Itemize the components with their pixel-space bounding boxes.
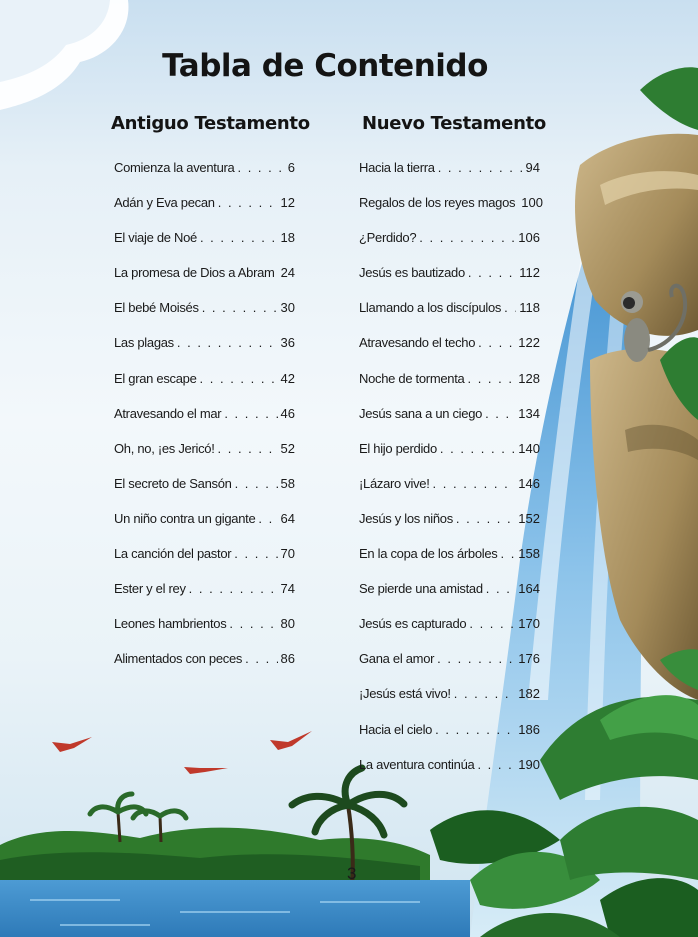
toc-entry [114,546,295,581]
toc-entry-title: Atravesando el mar [114,405,222,421]
toc-entry-title: ¿Perdido? [359,230,417,246]
toc-entry-title: Hacia el cielo [359,721,433,737]
toc-entry-title: Jesús es bautizado [359,265,465,281]
toc-dot-leader [200,371,278,386]
old-testament-heading: Antiguo Testamento [111,113,310,134]
toc-entry-title: Un niño contra un gigante [114,510,256,526]
toc-entry-title: ¡Lázaro vive! [359,475,430,491]
toc-entry [359,722,540,757]
toc-dot-leader [177,335,278,350]
toc-entry [114,651,295,686]
toc-entry-title: Atravesando el techo [359,335,476,351]
toc-entry-page: 24 [280,265,296,281]
toc-entry [359,265,540,300]
toc-entry-page: 112 [519,265,540,281]
toc-entry-title: Se pierde una amistad [359,581,483,597]
toc-dot-leader [504,300,516,315]
jungle-island [0,828,430,885]
toc-dot-leader [433,476,516,491]
toc-dot-leader [438,160,523,175]
toc-entry [114,230,295,265]
toc-entry [359,230,540,265]
water [0,880,470,937]
toc-entry-title: Llamando a los discípulos [359,300,502,316]
toc-entry [114,616,295,651]
toc-entry-title: Alimentados con peces [114,651,243,667]
toc-entry-page: 52 [280,440,295,456]
toc-dot-leader [440,441,515,456]
toc-entry-title: La canción del pastor [114,546,232,562]
toc-entry-title: Noche de tormenta [359,370,465,386]
toc-entry-page: 74 [280,581,295,597]
toc-dot-leader [258,511,277,526]
new-testament-heading: Nuevo Testamento [362,113,546,134]
toc-entry-page: 140 [518,440,540,456]
toc-dot-leader [189,581,278,596]
toc-entry-page: 36 [280,335,295,351]
toc-entry-page: 64 [280,510,295,526]
toc-dot-leader [437,651,515,666]
toc-entry-title: Oh, no, ¡es Jericó! [114,440,215,456]
toc-dot-leader [218,441,278,456]
toc-entry-title: La aventura continúa [359,756,475,772]
toc-entry-title: El secreto de Sansón [114,475,232,491]
toc-entry [359,335,540,370]
toc-entry-page: 86 [280,651,295,667]
toc-entry-title: La promesa de Dios a Abram [114,265,275,281]
toc-entry-page: 128 [518,370,540,386]
toc-entry-page: 106 [518,230,540,246]
toc-entry-page: 152 [518,510,540,526]
toc-entry-title: Hacia la tierra [359,160,435,175]
toc-entry-page: 46 [280,405,295,421]
toc-dot-leader [469,616,515,631]
toc-dot-leader [202,300,278,315]
toc-entry-title: Adán y Eva pecan [114,195,215,211]
toc-entry [114,441,295,476]
toc-entry-title: Gana el amor [359,651,435,667]
toc-entry [359,616,540,651]
toc-dot-leader [435,722,515,737]
toc-entry [359,406,540,441]
toc-entry [114,406,295,441]
toc-entry-page: 18 [280,230,295,246]
toc-entry [114,265,295,300]
toc-entry-page: 80 [280,616,295,632]
toc-entry-title: Jesús sana a un ciego [359,405,483,421]
toc-entry [114,511,295,546]
toc-dot-leader [235,476,278,491]
toc-dot-leader [419,230,515,245]
toc-entry-title: ¡Jesús está vivo! [359,686,451,702]
toc-entry [359,160,540,195]
toc-entry [114,371,295,406]
toc-entry [114,476,295,511]
toc-entry-title: Ester y el rey [114,581,186,597]
toc-entry [114,300,295,335]
toc-dot-leader [467,371,515,386]
toc-entry-title: En la copa de los árboles [359,546,498,562]
toc-entry [359,195,543,230]
toc-entry-title: Regalos de los reyes magos [359,195,516,211]
toc-entry [114,160,295,195]
toc-entry [359,581,540,616]
toc-entry-page: 182 [518,686,540,702]
toc-entry-page: 190 [518,756,540,772]
toc-entry-title: Jesús y los niños [359,510,453,526]
toc-entry-page: 146 [518,475,540,491]
page-number: 3 [347,864,357,883]
birds [52,731,312,774]
toc-entry [359,511,540,546]
toc-entry-page: 134 [518,405,540,421]
toc-dot-leader [485,406,515,421]
toc-entry [114,335,295,370]
toc-entry-page: 42 [280,370,295,386]
toc-entry-title: El bebé Moisés [114,300,199,316]
toc-dot-leader [234,546,277,561]
toc-dot-leader [224,406,277,421]
toc-entry [359,546,540,581]
toc-entry-page: 58 [280,475,295,491]
toc-entry-page: 12 [280,195,295,211]
toc-entry [359,476,540,511]
toc-entry-title: El viaje de Noé [114,230,197,246]
toc-dot-leader [237,160,284,175]
toc-dot-leader [229,616,277,631]
page-title: Tabla de Contenido [162,48,488,84]
toc-entry-page: 122 [518,335,540,351]
toc-entry-title: El gran escape [114,370,197,386]
toc-entry-title: Jesús es capturado [359,616,467,632]
toc-dot-leader [468,265,516,280]
toc-dot-leader [477,757,515,772]
toc-dot-leader [218,195,278,210]
toc-entry-page: 30 [280,300,295,316]
toc-entry-page: 94 [525,160,540,175]
toc-entry [359,441,540,476]
toc-dot-leader [200,230,278,245]
new-testament-list [359,160,543,792]
toc-entry [359,371,540,406]
toc-dot-leader [486,581,516,596]
toc-entry-title: Leones hambrientos [114,616,227,632]
toc-entry-page: 118 [519,300,540,316]
toc-entry-page: 170 [518,616,540,632]
old-testament-list [114,160,295,686]
toc-entry-title: Las plagas [114,335,174,351]
toc-dot-leader [500,546,515,561]
toc-entry [359,686,540,721]
toc-entry-page: 100 [521,195,543,211]
toc-entry [114,581,295,616]
toc-entry-page: 176 [518,651,540,667]
toc-dot-leader [456,511,515,526]
toc-entry [359,300,540,335]
toc-entry-page: 186 [518,721,540,737]
toc-dot-leader [454,686,516,701]
toc-dot-leader [245,651,277,666]
toc-entry-title: Comienza la aventura [114,160,235,175]
toc-dot-leader [478,335,515,350]
toc-entry-title: El hijo perdido [359,440,437,456]
toc-entry-page: 6 [287,160,295,175]
toc-entry [114,195,295,230]
toc-entry-page: 70 [280,546,295,562]
toc-entry [359,757,540,792]
toc-entry [359,651,540,686]
toc-entry-page: 164 [518,581,540,597]
toc-entry-page: 158 [518,546,540,562]
